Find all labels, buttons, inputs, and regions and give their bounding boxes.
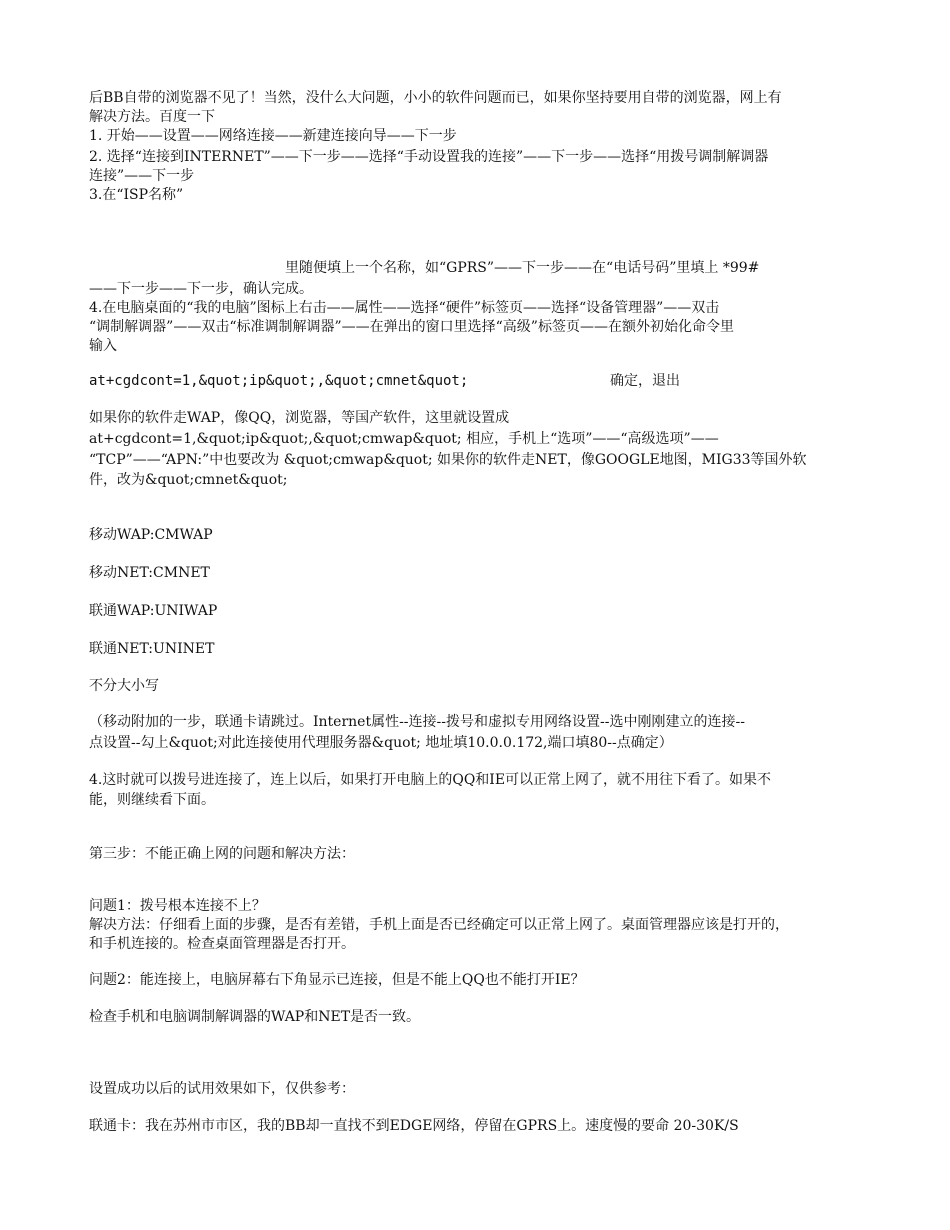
text-line: 联通WAP:UNIWAP <box>89 603 218 619</box>
text-line: 3.在“ISP名称” <box>89 187 184 203</box>
text-line: 4.这时就可以拨号进连接了，连上以后，如果打开电脑上的QQ和IE可以正常上网了，就不用往下看了。如果不 <box>89 772 772 788</box>
question-heading: 问题2：能连接上，电脑屏幕右下角显示已连接，但是不能上QQ也不能打开IE？ <box>89 972 585 988</box>
text-line: 1. 开始——设置——网络连接——新建连接向导——下一步 <box>89 128 457 144</box>
text-line: at+cgdcont=1,&quot;ip&quot;,&quot;cmwap&quot; 相应，手机上“选项”——“高级选项”—— <box>89 431 719 447</box>
text-line: 点设置--勾上&quot;对此连接使用代理服务器&quot; 地址填10.0.0.172,端口填80--点确定） <box>89 735 673 751</box>
text-line: 移动WAP:CMWAP <box>89 527 213 543</box>
text-line: 连接”——下一步 <box>89 168 195 184</box>
text-line: 确定，退出 <box>610 373 680 389</box>
text-line: 解决方法：仔细看上面的步骤，是否有差错，手机上面是否已经确定可以正常上网了。桌面管理器应该是打开的， <box>89 917 789 933</box>
text-line: 如果你的软件走WAP，像QQ，浏览器，等国产软件，这里就设置成 <box>89 410 510 426</box>
text-line: 解决方法。百度一下 <box>89 109 215 125</box>
text-line: 不分大小写 <box>89 678 159 694</box>
text-line: 检查手机和电脑调制解调器的WAP和NET是否一致。 <box>89 1009 421 1025</box>
text-line: 件，改为&quot;cmnet&quot; <box>89 472 288 488</box>
text-line: 设置成功以后的试用效果如下，仅供参考： <box>89 1081 355 1097</box>
text-line: 联通NET:UNINET <box>89 641 215 657</box>
text-line: （移动附加的一步，联通卡请跳过。Internet属性--连接--拨号和虚拟专用网络设置--选中刚刚建立的连接-- <box>89 714 745 730</box>
text-line: 4.在电脑桌面的“我的电脑”图标上右击——属性——选择“硬件”标签页——选择“设备管理器”——双击 <box>89 300 720 316</box>
text-line: “TCP”——“APN:”中也要改为 &quot;cmwap&quot; 如果你的软件走NET，像GOOGLE地图，MIG33等国外软 <box>89 452 807 468</box>
section-heading: 第三步：不能正确上网的问题和解决方法： <box>89 846 355 862</box>
question-heading: 问题1：拨号根本连接不上？ <box>89 898 266 914</box>
text-line: ——下一步——下一步，确认完成。 <box>89 281 313 297</box>
text-line: 2. 选择“连接到INTERNET”——下一步——选择“手动设置我的连接”——下一步——选择“用拨号调制解调器 <box>89 149 769 165</box>
text-line: 和手机连接的。检查桌面管理器是否打开。 <box>89 936 355 952</box>
command-text: at+cgdcont=1,&quot;ip&quot;,&quot;cmnet&quot; <box>89 373 469 389</box>
text-line: “调制解调器”——双击“标准调制解调器”——在弹出的窗口里选择“高级”标签页——在额外初始化命令里 <box>89 319 734 335</box>
text-line: 输入 <box>89 338 117 354</box>
text-line: 能，则继续看下面。 <box>89 792 215 808</box>
text-line: 联通卡：我在苏州市市区，我的BB却一直找不到EDGE网络，停留在GPRS上。速度慢的要命 20-30K/S <box>89 1118 739 1134</box>
text-line: 移动NET:CMNET <box>89 565 210 581</box>
text-line: 里随便填上一个名称，如“GPRS”——下一步——在“电话号码”里填上 *99# <box>285 260 760 276</box>
text-line: 后BB自带的浏览器不见了！当然，没什么大问题，小小的软件问题而已，如果你坚持要用自带的浏览器，网上有 <box>89 90 782 106</box>
